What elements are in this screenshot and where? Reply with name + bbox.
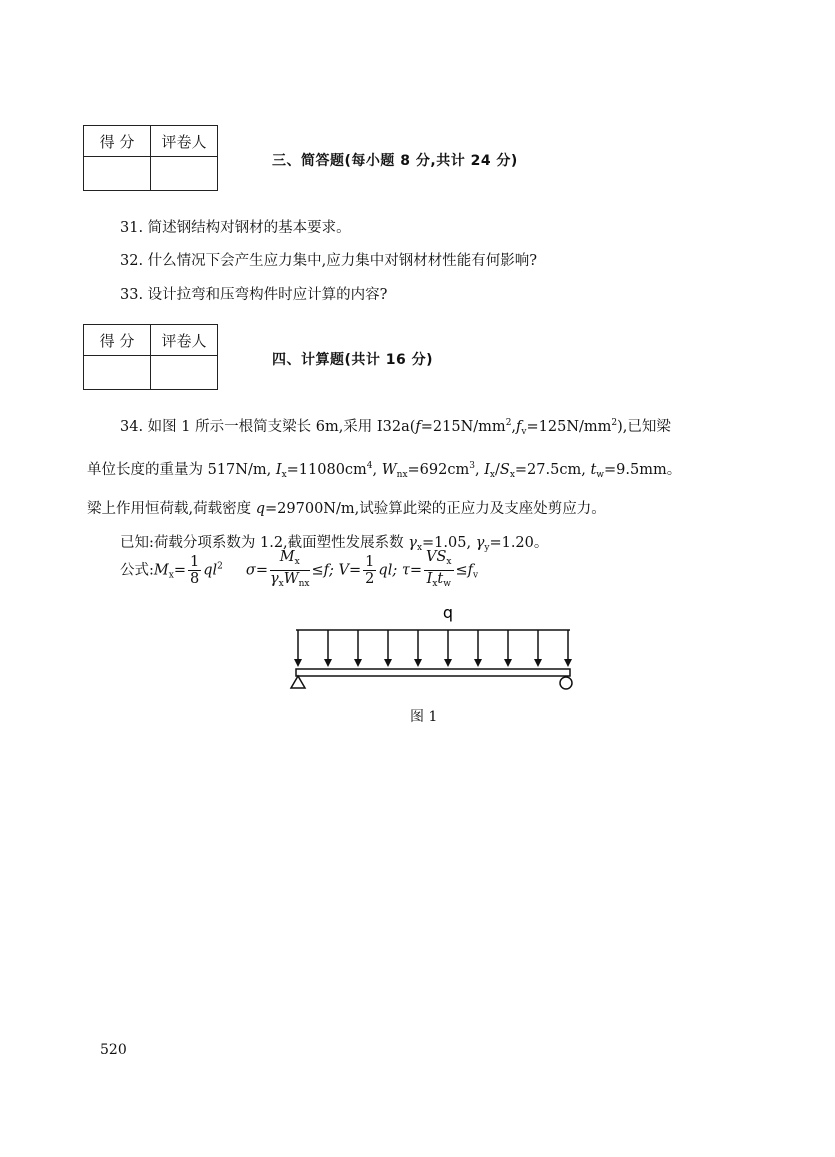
text: =9.5mm。 xyxy=(603,462,682,478)
load-arrow xyxy=(444,630,452,667)
subscript: x xyxy=(278,579,284,589)
text: 单位长度的重量为 517N/m, xyxy=(87,462,276,478)
denominator xyxy=(424,571,453,592)
superscript: 2 xyxy=(217,561,223,572)
subscript: x xyxy=(489,470,495,480)
formula-line xyxy=(120,549,478,592)
subscript: nx xyxy=(298,579,310,589)
text: =27.5cm, xyxy=(514,462,591,478)
text: =215N/mm xyxy=(420,419,506,435)
subscript: x xyxy=(509,470,515,480)
subscript: x xyxy=(168,570,174,581)
symbol-ql: ql xyxy=(203,562,218,579)
symbol-sigma: σ xyxy=(245,562,256,579)
symbol-f: f xyxy=(415,419,421,435)
formula-label: 公式: xyxy=(120,562,154,579)
grader-cell xyxy=(151,356,218,390)
equals: = xyxy=(255,562,268,579)
symbol-M: M xyxy=(153,562,169,579)
le-f: ≤f; xyxy=(311,562,334,579)
denominator: 2 xyxy=(365,571,375,587)
section4-title: 四、计算题(共计 16 分) xyxy=(272,352,434,368)
symbol-gamma: γ xyxy=(269,571,279,587)
fraction-stress xyxy=(270,549,310,592)
symbol-tau: τ xyxy=(401,562,410,579)
subscript: y xyxy=(484,543,490,553)
symbol-W: W xyxy=(381,462,397,478)
text: , xyxy=(511,419,517,435)
text: 34. 如图 1 所示一根简支梁长 6m,采用 I32a( xyxy=(120,419,416,435)
symbol-I: I xyxy=(484,462,490,478)
subscript: w xyxy=(443,579,451,589)
subscript: x xyxy=(416,543,423,553)
text: , xyxy=(474,462,485,478)
subscript: x xyxy=(446,557,452,567)
grader-cell xyxy=(151,157,218,191)
symbol-W: W xyxy=(283,571,299,587)
text: =29700N/m,试验算此梁的正应力及支座处剪应力。 xyxy=(265,501,606,517)
q34-line3 xyxy=(87,492,777,526)
q34-line1 xyxy=(87,406,777,449)
page-number: 520 xyxy=(100,1042,127,1058)
text: 梁上作用恒荷载,荷载密度 xyxy=(87,501,256,517)
superscript: 4 xyxy=(366,461,373,471)
load-arrow xyxy=(564,630,572,667)
question-33: 33. 设计拉弯和压弯构件时应计算的内容? xyxy=(120,287,388,303)
q34-line2 xyxy=(87,449,777,492)
symbol-gamma: γ xyxy=(475,535,485,551)
score-box-section4 xyxy=(83,324,218,390)
equals: = xyxy=(409,562,423,579)
numerator: 1 xyxy=(189,554,200,570)
text: / xyxy=(495,462,500,478)
symbol-M: M xyxy=(279,549,295,565)
beam xyxy=(296,669,570,676)
score-cell xyxy=(84,157,151,191)
question-34 xyxy=(87,406,777,565)
load-arrow xyxy=(384,630,392,667)
pin-support xyxy=(291,676,305,688)
text: =1.05, xyxy=(422,535,476,551)
subscript: x xyxy=(432,579,438,589)
superscript: 3 xyxy=(469,461,475,471)
denominator xyxy=(270,571,310,592)
question-32: 32. 什么情况下会产生应力集中,应力集中对钢材材性能有何影响? xyxy=(120,253,538,269)
text: ),已知梁 xyxy=(617,419,671,435)
subscript: nx xyxy=(396,470,408,480)
load-arrow xyxy=(414,630,422,667)
subscript: w xyxy=(596,470,604,480)
score-label: 得 分 xyxy=(84,126,151,157)
subscript: v xyxy=(521,427,527,437)
symbol-fv: f xyxy=(516,419,522,435)
section3-title: 三、简答题(每小题 8 分,共计 24 分) xyxy=(272,153,518,169)
le-fv: ≤f xyxy=(455,562,474,579)
score-label: 得 分 xyxy=(84,325,151,356)
figure-caption: 图 1 xyxy=(410,709,438,725)
numerator: 1 xyxy=(365,554,375,570)
grader-label: 评卷人 xyxy=(151,126,218,157)
score-cell xyxy=(84,356,151,390)
fraction-1-2 xyxy=(363,554,376,587)
symbol-q: q xyxy=(255,501,266,517)
text: =1.20。 xyxy=(489,535,549,551)
fraction-shear xyxy=(424,549,453,592)
text: =11080cm xyxy=(286,462,367,478)
numerator xyxy=(424,549,453,571)
text: , xyxy=(372,462,382,478)
text: =692cm xyxy=(407,462,470,478)
symbol-V: V xyxy=(338,562,350,579)
symbol-S: S xyxy=(499,462,510,478)
load-arrow xyxy=(504,630,512,667)
text: =125N/mm xyxy=(526,419,612,435)
subscript: v xyxy=(473,570,479,581)
question-31: 31. 简述钢结构对钢材的基本要求。 xyxy=(120,220,351,236)
equals: = xyxy=(173,562,186,579)
symbol-ql: ql; xyxy=(378,562,398,579)
symbol-I: I xyxy=(275,462,282,478)
text: 已知:荷载分项系数为 1.2,截面塑性发展系数 xyxy=(120,535,409,551)
roller-support xyxy=(560,677,572,689)
superscript: 2 xyxy=(505,418,512,428)
load-label: q xyxy=(442,603,454,622)
numerator xyxy=(270,549,310,571)
fraction-1-8 xyxy=(188,554,201,587)
symbol-I: I xyxy=(426,571,433,587)
load-arrow xyxy=(474,630,482,667)
load-arrow xyxy=(324,630,332,667)
score-box-section3 xyxy=(83,125,218,191)
load-arrow xyxy=(534,630,542,667)
symbol-t: t xyxy=(590,462,597,478)
symbol-gamma: γ xyxy=(408,535,417,551)
load-arrows xyxy=(294,630,572,667)
denominator: 8 xyxy=(189,571,200,587)
beam-diagram xyxy=(280,600,600,700)
symbol-VS: VS xyxy=(426,549,447,565)
equals: = xyxy=(349,562,362,579)
load-arrow xyxy=(294,630,302,667)
load-arrow xyxy=(354,630,362,667)
subscript: x xyxy=(294,557,300,567)
subscript: x xyxy=(281,470,287,480)
symbol-t: t xyxy=(437,571,444,587)
grader-label: 评卷人 xyxy=(151,325,218,356)
superscript: 2 xyxy=(611,418,618,428)
